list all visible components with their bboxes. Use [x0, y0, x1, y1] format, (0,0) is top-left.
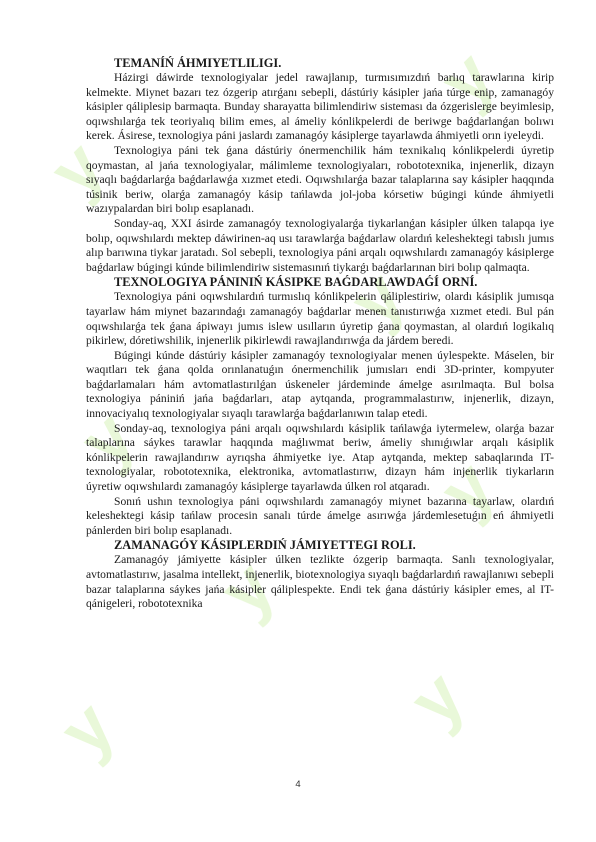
paragraph: Házirgi dáwirde texnologiyalar jedel rawajlanıp, turmısımızdıń barlıq tarawlarına kirip kelmekte. Miynet bazarı tez ózgerip atırǵanı sebepli, dástúriy kásipler jańa túrge enip, zamanagóy kásipler qáliplesip barmaqta. Bunday sharayatta bilimlendiriw sisteması da ózgerislerge beyimlesip, oqıwshılarǵa tek teoriyalıq bilim emes, al ámeliy kónlikpelerdi de beriwge baǵdarlanǵan bolıwı kerek. Ásirese, texnologiya páni jaslardı zamanagóy kásiplerge tayarlawda áhmiyetli orın iyeleydi.: [86, 71, 554, 143]
paragraph: Texnologiya páni tek ǵana dástúriy ónermenchilik hám texnikalıq kónlikpelerdi úyretip qoymastan, al jańa texnologiyalar, málimleme texnologiyaları, robototexnika, injenerlik, dizayn sıyaqlı baǵdarlarǵa baǵdarlawǵa xızmet etedi. Oqıwshılarǵa bazar talaplarına say kásipler haqqında túsinik beriw, olarǵa zamanagóy kásip tańlawda jol-joba kórsetiw búgingi kúnde áhmiyetli wazıypalardan biri bolıp esaplanadı.: [86, 143, 554, 216]
svg-text:y: y: [424, 36, 510, 122]
section-heading-importance: TEMANÍŃ ÁHMIYETLILIGI.: [114, 56, 282, 70]
svg-text:y: y: [204, 546, 290, 632]
paragraph: Búgingi kúnde dástúriy kásipler zamanagóy texnologiyalar menen úylespekte. Máselen, bir waqıtları tek ǵana qolda orınlanatuǵın ónermenchilik jumısları endi 3D-printer, kompyuter baǵdarlamaları hám avtomatlastırılǵan úskeneler járdeminde ámelge asırılmaqta. Bul bolsa texnologiya pániniń jańa baǵdarları, atap aytqanda, programmalastırıw, injenerlik, dizayn, innovaciyalıq texnologiyalar sıyaqlı tarawlarǵa baǵdarlanıwın talap etedi.: [86, 348, 554, 421]
svg-text:y: y: [44, 686, 130, 772]
svg-text:y: y: [34, 126, 120, 212]
svg-text:y: y: [334, 256, 420, 342]
paragraph: Sonıń ushın texnologiya páni oqıwshılardı zamanagóy miynet bazarına tayarlaw, olardıń keleshektegi kásip tańlaw procesin sanalı túrde ámelge asırıwǵa járdemlesetuǵın eń áhmiyetli pánlerden biri bolıp esaplanadı.: [86, 494, 554, 537]
page-number: 4: [295, 779, 301, 790]
paragraph: Sonday-aq, XXI ásirde zamanagóy texnologiyalarǵa tiykarlanǵan kásipler úlken talapqa iye bolıp, oqıwshılardı mektep dáwirinen-aq usı tarawlarǵa baǵdarlaw olardıń keleshektegi tabıslı jumıs alıp barıwına tiykar jaratadı. Sol sebepli, texnologiya páni arqalı oqıwshılardı zamanagóy kásiplerge baǵdarlaw búgingi kúnde bilimlendiriw sistemasınıń tiykarǵı baǵdarlarınan biri bolıp qalmaqta.: [86, 216, 554, 274]
document-body: [86, 56, 554, 612]
section-heading-role-of-technology: TEXNOLOGIYA PÁNINIŃ KÁSIPKE BAǴDARLAWDAǴÍ ORNÍ.: [114, 275, 478, 290]
paragraph: Zamanagóy jámiyette kásipler úlken tezlikte ózgerip barmaqta. Sanlı texnologiyalar, avtomatlastırıw, jasalma intellekt, injenerlik, biotexnologiya sıyaqlı baǵdarlardıń rawajlanıwı sebepli bazar talaplarına sáykes jańa kásipler qáliplespekte. Endi tek ǵana dástúriy kásipler emes, al IT-qánigeleri, robototexnika: [86, 553, 554, 611]
svg-text:y: y: [424, 446, 510, 532]
svg-text:y: y: [394, 656, 480, 742]
section-heading-modern-professions: ZAMANAGÓY KÁSIPLERDIŃ JÁMIYETTEGI ROLI.: [114, 538, 416, 553]
paragraph: Texnologiya páni oqıwshılardıń turmıslıq kónlikpelerin qáliplestiriw, olardı kásiplik jumısqa tayarlaw hám miynet bazarındaǵı zamanagóy baǵdarlar menen tanıstırıwǵa xızmet etedi. Bul pán oqıwshılarǵa tek ǵana ápiwayı jumıs islew usılların úyretip ǵana qoymastan, al olardıń logikalıq pikirlew, dóretiwshilik, injenerlik pikirlewdi rawajlandırıwǵa da járdem beredi.: [86, 290, 554, 348]
paragraph: Sonday-aq, texnologiya páni arqalı oqıwshılardı kásiplik tańlawǵa iytermelew, olarǵa bazar talaplarına sáykes tarawlar haqqında maǵlıwmat beriw, ámeliy shınıǵıwlar arqalı kásiplik kónlikpelerin rawajlandırıw ayrıqsha áhmiyetke iye. Atap aytqanda, mektep sabaqlarında IT-texnologiyalar, robototexnika, elektronika, avtomatlastırıw, dizayn hám injenerlik tiykarların úyretiw oqıwshılardı zamanagóy kásiplerge tayarlawda úlken rol atqaradı.: [86, 421, 554, 494]
svg-text:y: y: [64, 396, 150, 482]
